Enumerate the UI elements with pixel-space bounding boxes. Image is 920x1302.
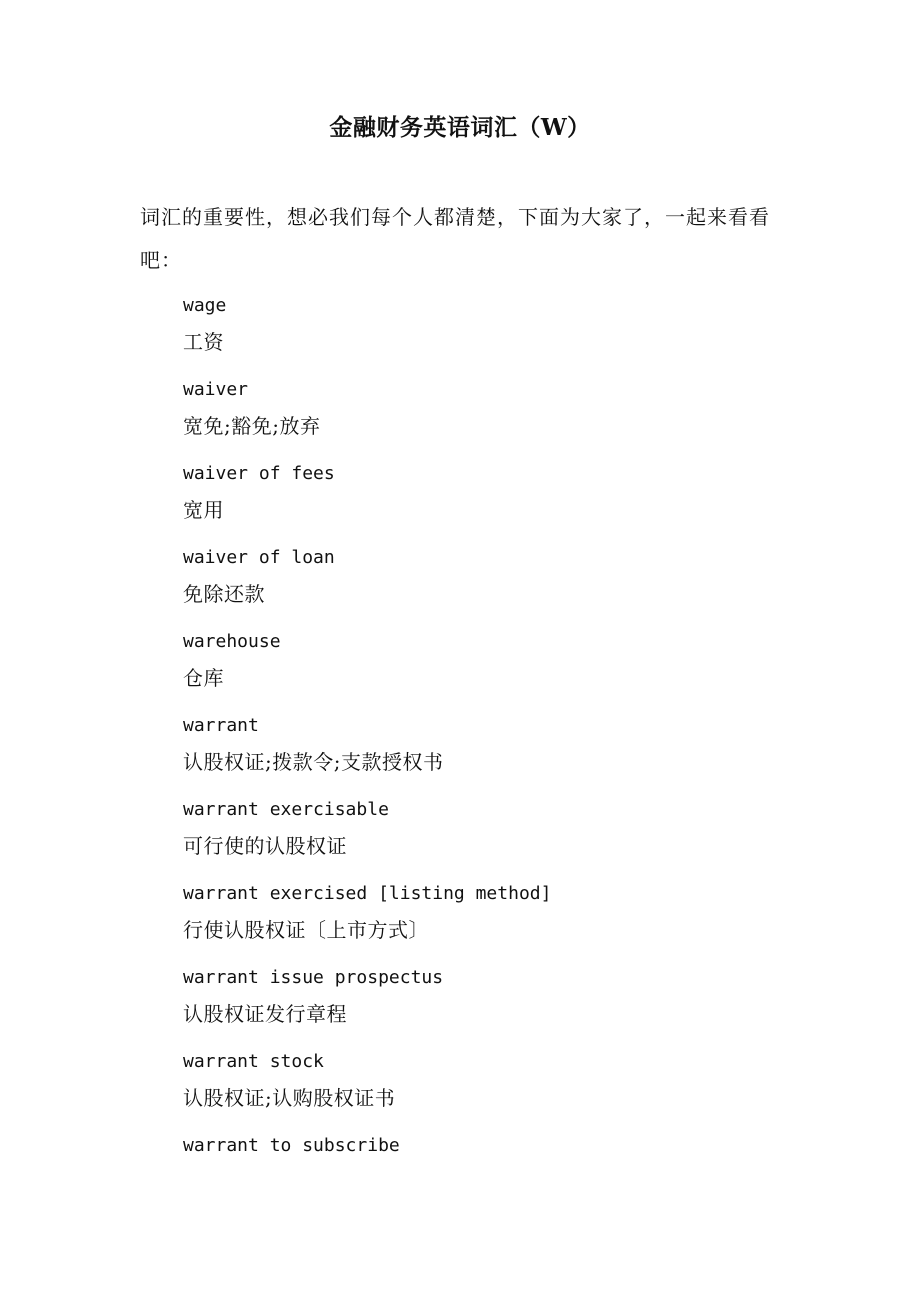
glossary-entry [183,793,783,877]
glossary-entry [183,625,783,709]
document-title: 金融财务英语词汇（W） [329,114,591,141]
chinese-meaning: 认股权证;拨款令;支款授权书 [183,750,444,774]
chinese-meaning [183,1167,783,1213]
english-term: warrant [183,715,259,736]
english-term: waiver of loan [183,547,335,568]
glossary-entry [183,1045,783,1129]
english-term: wage [183,295,227,316]
glossary-list [183,289,783,1213]
glossary-entry [183,457,783,541]
chinese-meaning: 免除还款 [183,582,265,606]
english-term: warrant to subscribe [183,1135,400,1156]
glossary-entry [183,709,783,793]
english-term: warrant stock [183,1051,324,1072]
glossary-entry [183,289,783,373]
chinese-meaning: 仓库 [183,666,224,690]
english-term: warrant issue prospectus [183,967,444,988]
chinese-meaning: 工资 [183,330,224,354]
glossary-entry [183,961,783,1045]
glossary-entry [183,373,783,457]
english-term: warrant exercisable [183,799,389,820]
intro-paragraph: 词汇的重要性，想必我们每个人都清楚，下面为大家了，一起来看看吧： [140,205,770,272]
chinese-meaning: 宽免;豁免;放弃 [183,414,321,438]
chinese-meaning: 行使认股权证〔上市方式〕 [183,918,429,942]
glossary-entry [183,877,783,961]
chinese-meaning: 可行使的认股权证 [183,834,347,858]
english-term: waiver [183,379,249,400]
glossary-entry [183,541,783,625]
chinese-meaning: 宽用 [183,498,224,522]
chinese-meaning: 认股权证发行章程 [183,1002,347,1026]
english-term: waiver of fees [183,463,335,484]
english-term: warrant exercised [listing method] [183,883,552,904]
chinese-meaning: 认股权证;认购股权证书 [183,1086,396,1110]
glossary-entry [183,1129,783,1213]
english-term: warehouse [183,631,281,652]
